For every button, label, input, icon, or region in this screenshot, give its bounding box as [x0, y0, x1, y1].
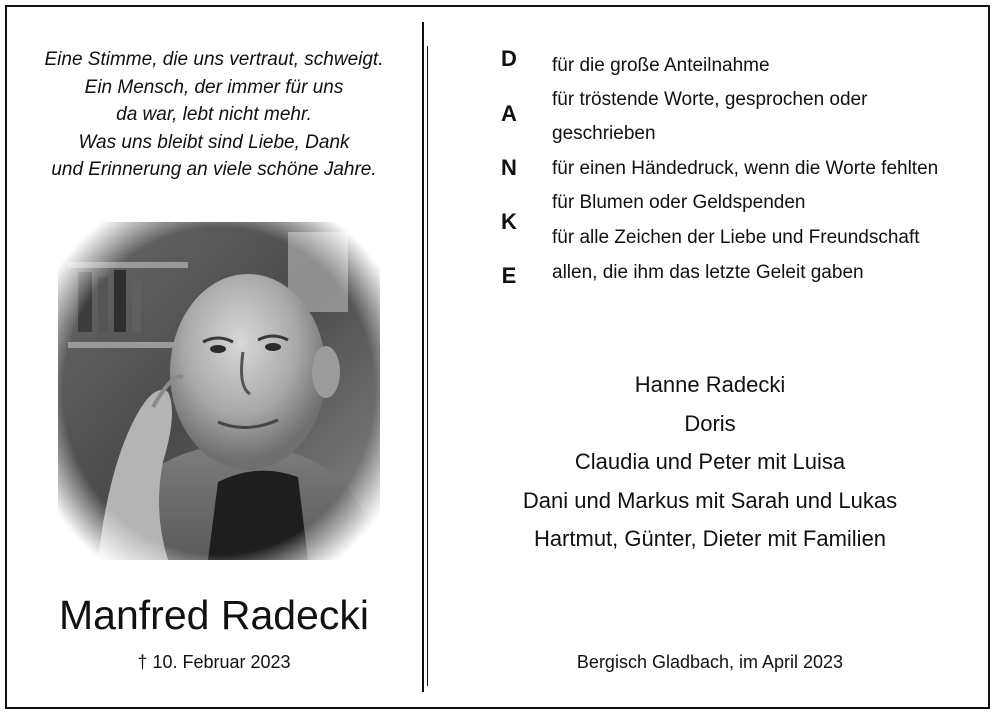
- family-member: Hartmut, Günter, Dieter mit Familien: [533, 526, 887, 551]
- thanks-line: allen, die ihm das letzte Geleit gaben: [552, 262, 864, 283]
- portrait-photo-image: [58, 222, 380, 560]
- death-date: † 10. Februar 2023: [137, 652, 291, 672]
- thanks-line: für Blumen oder Geldspenden: [552, 192, 806, 213]
- portrait-photo: [58, 222, 380, 560]
- thanks-line: für tröstende Worte, gesprochen oder: [552, 89, 868, 110]
- family-member: Doris: [684, 410, 736, 436]
- column-divider-thin: [427, 46, 428, 686]
- poem-line: Ein Mensch, der immer für uns: [84, 76, 344, 98]
- poem-line: Was uns bleibt sind Liebe, Dank: [78, 131, 350, 153]
- poem-line: und Erinnerung an viele schöne Jahre.: [51, 159, 377, 180]
- family-signatures: [470, 366, 950, 559]
- poem-line: da war, lebt nicht mehr.: [116, 104, 312, 125]
- column-divider: [422, 22, 424, 692]
- danke-letter: K: [501, 209, 517, 234]
- danke-letter: E: [501, 263, 517, 288]
- family-member: Hanne Radecki: [634, 372, 786, 397]
- danke-letter: A: [501, 101, 517, 126]
- thanks-line: geschrieben: [552, 123, 656, 144]
- danke-letter: N: [501, 155, 517, 180]
- poem-line: Eine Stimme, die uns vertraut, schweigt.: [44, 49, 384, 70]
- memorial-poem: [18, 46, 410, 184]
- deceased-name: Manfred Radecki: [59, 592, 369, 638]
- danke-letter: D: [501, 46, 517, 71]
- place-date: Bergisch Gladbach, im April 2023: [576, 652, 844, 672]
- thanks-line: für alle Zeichen der Liebe und Freundschaft: [552, 227, 920, 248]
- thanks-line: für die große Anteilnahme: [552, 55, 770, 76]
- family-member: Claudia und Peter mit Luisa: [574, 449, 846, 474]
- thanks-line: für einen Händedruck, wenn die Worte fehlten: [552, 158, 939, 179]
- family-member: Dani und Markus mit Sarah und Lukas: [522, 487, 898, 513]
